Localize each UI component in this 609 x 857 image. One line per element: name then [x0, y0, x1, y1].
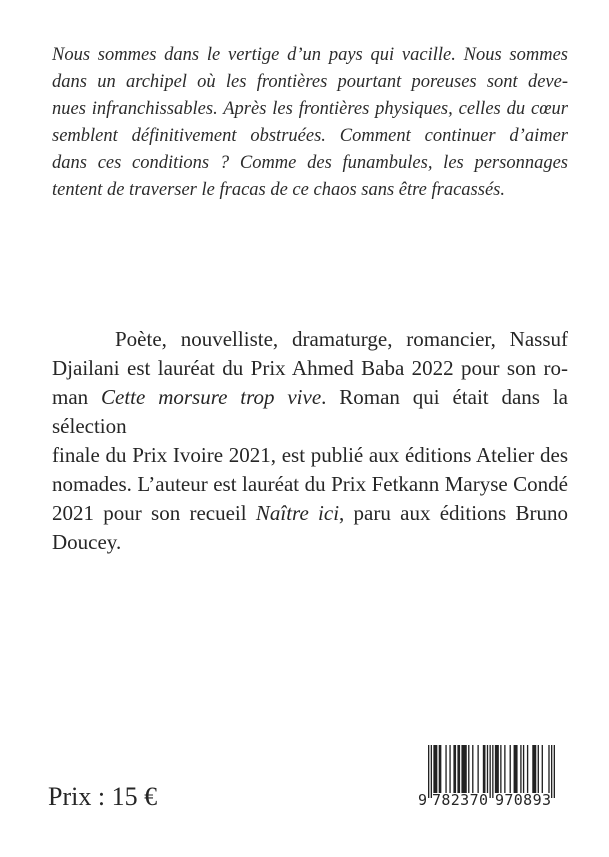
barcode-bar	[445, 745, 446, 793]
barcode-bar	[495, 745, 499, 793]
text-line: dans ces conditions ? Comme des funambules, les personnages	[52, 153, 568, 173]
barcode-bar	[514, 745, 518, 793]
text-line: semblent définitivement obstruées. Comment continuer d’aimer	[52, 126, 568, 146]
barcode-bar	[468, 745, 469, 793]
synopsis-paragraph	[52, 42, 568, 204]
barcode-bar	[554, 745, 555, 798]
barcode-bar	[527, 745, 528, 793]
text-line: Doucey.	[52, 530, 122, 554]
barcode-bar	[538, 745, 539, 793]
price-label: Prix : 15 €	[48, 782, 158, 811]
barcode-bar	[510, 745, 511, 793]
barcode-bar	[551, 745, 552, 798]
barcode-bar	[457, 745, 460, 793]
text-line: finale du Prix Ivoire 2021, est publié aux éditions Atelier des	[52, 443, 568, 467]
barcode-bars	[418, 745, 556, 809]
barcode-digits: 782370	[432, 791, 488, 809]
barcode-bar	[520, 745, 521, 793]
barcode-bar	[542, 745, 543, 793]
barcode-bar	[453, 745, 456, 793]
barcode-bar	[532, 745, 536, 793]
barcode-bar	[477, 745, 478, 793]
barcode-bar	[461, 745, 466, 793]
isbn-barcode	[418, 745, 556, 809]
barcode-bar	[428, 745, 429, 798]
barcode-bar	[523, 745, 524, 793]
text-line: man Cette morsure trop vive. Roman qui était dans la sélection	[52, 385, 568, 438]
text-line: Djailani est lauréat du Prix Ahmed Baba 2022 pour son ro-	[52, 356, 568, 380]
barcode-bar	[433, 745, 437, 793]
barcode-bar	[439, 745, 442, 793]
barcode-bar	[504, 745, 505, 793]
barcode-digits: 9	[418, 791, 428, 809]
barcode-bar	[487, 745, 488, 793]
author-bio-paragraph	[52, 325, 568, 557]
barcode-bar	[483, 745, 486, 793]
text-line: tentent de traverser le fracas de ce chaos sans être fracassés.	[52, 180, 505, 200]
barcode-bar	[548, 745, 549, 793]
text-line: dans un archipel où les frontières pourtant poreuses sont deve-	[52, 72, 568, 92]
text-line: nomades. L’auteur est lauréat du Prix Fetkann Maryse Condé	[52, 472, 568, 496]
text-line: 2021 pour son recueil Naître ici, paru aux éditions Bruno	[52, 501, 568, 525]
barcode-bar	[449, 745, 450, 793]
text-line: Poète, nouvelliste, dramaturge, romancier, Nassuf	[115, 327, 568, 351]
barcode-bar	[500, 745, 501, 793]
barcode-bar	[489, 745, 490, 798]
text-line: Nous sommes dans le vertige d’un pays qui vacille. Nous sommes	[52, 45, 568, 65]
text-line: nues infranchissables. Après les frontières physiques, celles du cœur	[52, 99, 568, 119]
barcode-digits: 970893	[495, 791, 551, 809]
barcode-bar	[472, 745, 473, 793]
barcode-bar	[492, 745, 493, 798]
